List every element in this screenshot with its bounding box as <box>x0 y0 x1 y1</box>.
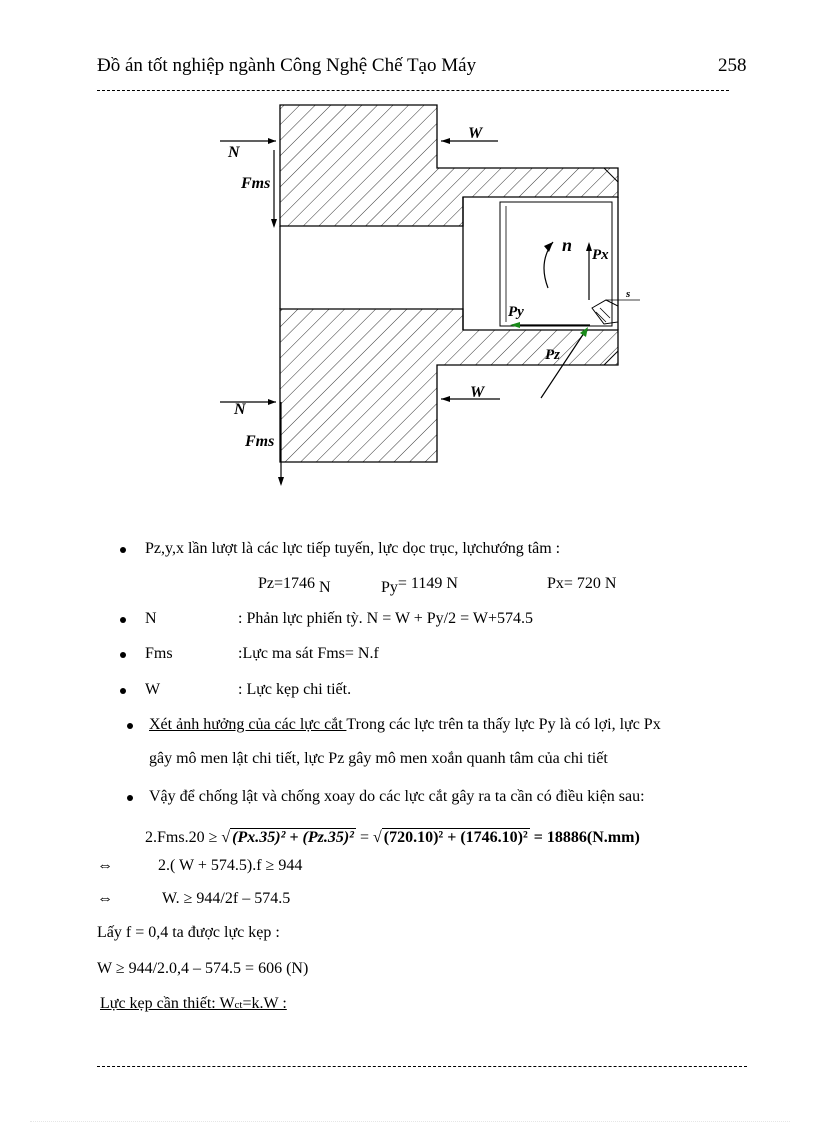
required-clamp-force-label: Lực kẹp cần thiết: W <box>100 995 235 1012</box>
label-pz: Pz <box>545 347 560 363</box>
page-edge-dots <box>30 1121 790 1122</box>
label-s: s <box>626 288 631 300</box>
term-w-description: : Lực kẹp chi tiết. <box>238 681 352 698</box>
required-clamp-force-formula: =k.W : <box>242 995 287 1012</box>
force-px: Px= 720 N <box>547 575 617 592</box>
bullet-dot <box>120 617 126 623</box>
required-clamp-force-sub: ct <box>234 999 243 1011</box>
part-lower-section <box>280 309 618 462</box>
cutting-tool <box>592 300 618 324</box>
equation-sqrt-symbolic: (Px.35)² + (Pz.35)² <box>232 829 354 846</box>
bullet-dot <box>120 652 126 658</box>
clamp-force-result: W ≥ 944/2.0,4 – 574.5 = 606 (N) <box>97 960 309 977</box>
label-n-bottom: N <box>234 401 246 418</box>
bullet-force-definitions: Pz,y,x lần lượt là các lực tiếp tuyến, lực dọc trục, lựchướng tâm : <box>145 540 561 557</box>
bullet-dot <box>120 688 126 694</box>
label-n-rotation: n <box>562 235 573 255</box>
label-w-bottom: W <box>470 384 485 401</box>
equation-w-inequality: W. ≥ 944/2f – 574.5 <box>162 890 291 907</box>
term-fms: Fms <box>145 645 173 662</box>
equation-moment-lhs: 2.Fms.20 ≥ <box>145 829 222 846</box>
cutting-force-effect <box>149 716 661 734</box>
friction-assumption: Lấy f = 0,4 ta được lực kẹp : <box>97 924 280 941</box>
label-py: Py <box>508 304 524 320</box>
equation-sqrt-numeric: (720.10)² + (1746.10)² <box>383 829 528 846</box>
equation-moment-result: = 18886(N.mm) <box>529 829 640 846</box>
label-fms-bottom: Fms <box>245 433 275 450</box>
equivalence-symbol: ⇔ <box>97 890 113 907</box>
bullet-dot <box>120 547 126 553</box>
bullet-dot <box>127 723 133 729</box>
part-upper-section <box>280 105 618 226</box>
anti-tilt-condition: Vậy để chống lật và chống xoay do các lực cắt gây ra ta cần có điều kiện sau: <box>149 788 645 805</box>
cutting-force-effect-text: Trong các lực trên ta thấy lực Py là có lợi, lực Px <box>346 716 661 733</box>
term-w: W <box>145 681 161 698</box>
cutting-force-effect-heading: Xét ảnh hưởng của các lực cắt <box>149 716 347 733</box>
footer-divider <box>97 1066 747 1067</box>
label-fms-top: Fms <box>241 175 271 192</box>
force-py <box>381 575 458 596</box>
term-n-description: : Phản lực phiến tỳ. N = W + Py/2 = W+574.5 <box>238 610 533 627</box>
equation-equals: = <box>355 829 373 846</box>
equivalence-symbol: ⇔ <box>97 857 113 874</box>
cutting-force-effect-line2: gây mô men lật chi tiết, lực Pz gây mô men xoắn quanh tâm của chi tiết <box>149 750 608 767</box>
fixture-diagram <box>0 0 816 510</box>
required-clamp-force <box>100 995 287 1013</box>
force-py-value: = 1149 N <box>397 575 458 592</box>
label-w-top: W <box>468 125 483 142</box>
label-n-top: N <box>228 144 240 161</box>
force-pz <box>258 575 331 596</box>
term-fms-description: :Lực ma sát Fms= N.f <box>238 645 379 662</box>
page-number: 258 <box>718 55 747 76</box>
label-px: Px <box>592 247 609 263</box>
equation-clamp-inequality: 2.( W + 574.5).f ≥ 944 <box>158 857 303 874</box>
page-header-title: Đồ án tốt nghiệp ngành Công Nghệ Chế Tạo Máy <box>97 55 477 76</box>
force-pz-value: Pz=1746 <box>258 575 320 592</box>
term-n: N <box>145 610 157 627</box>
equation-moment: 2.Fms.20 ≥ √ (Px.35)² + (Pz.35)² = √ (720.10)² + (1746.10)² = 18886(N.mm) <box>145 829 640 846</box>
force-py-label: Py <box>381 579 398 596</box>
bullet-dot <box>127 795 133 801</box>
force-pz-unit: N <box>319 579 331 596</box>
